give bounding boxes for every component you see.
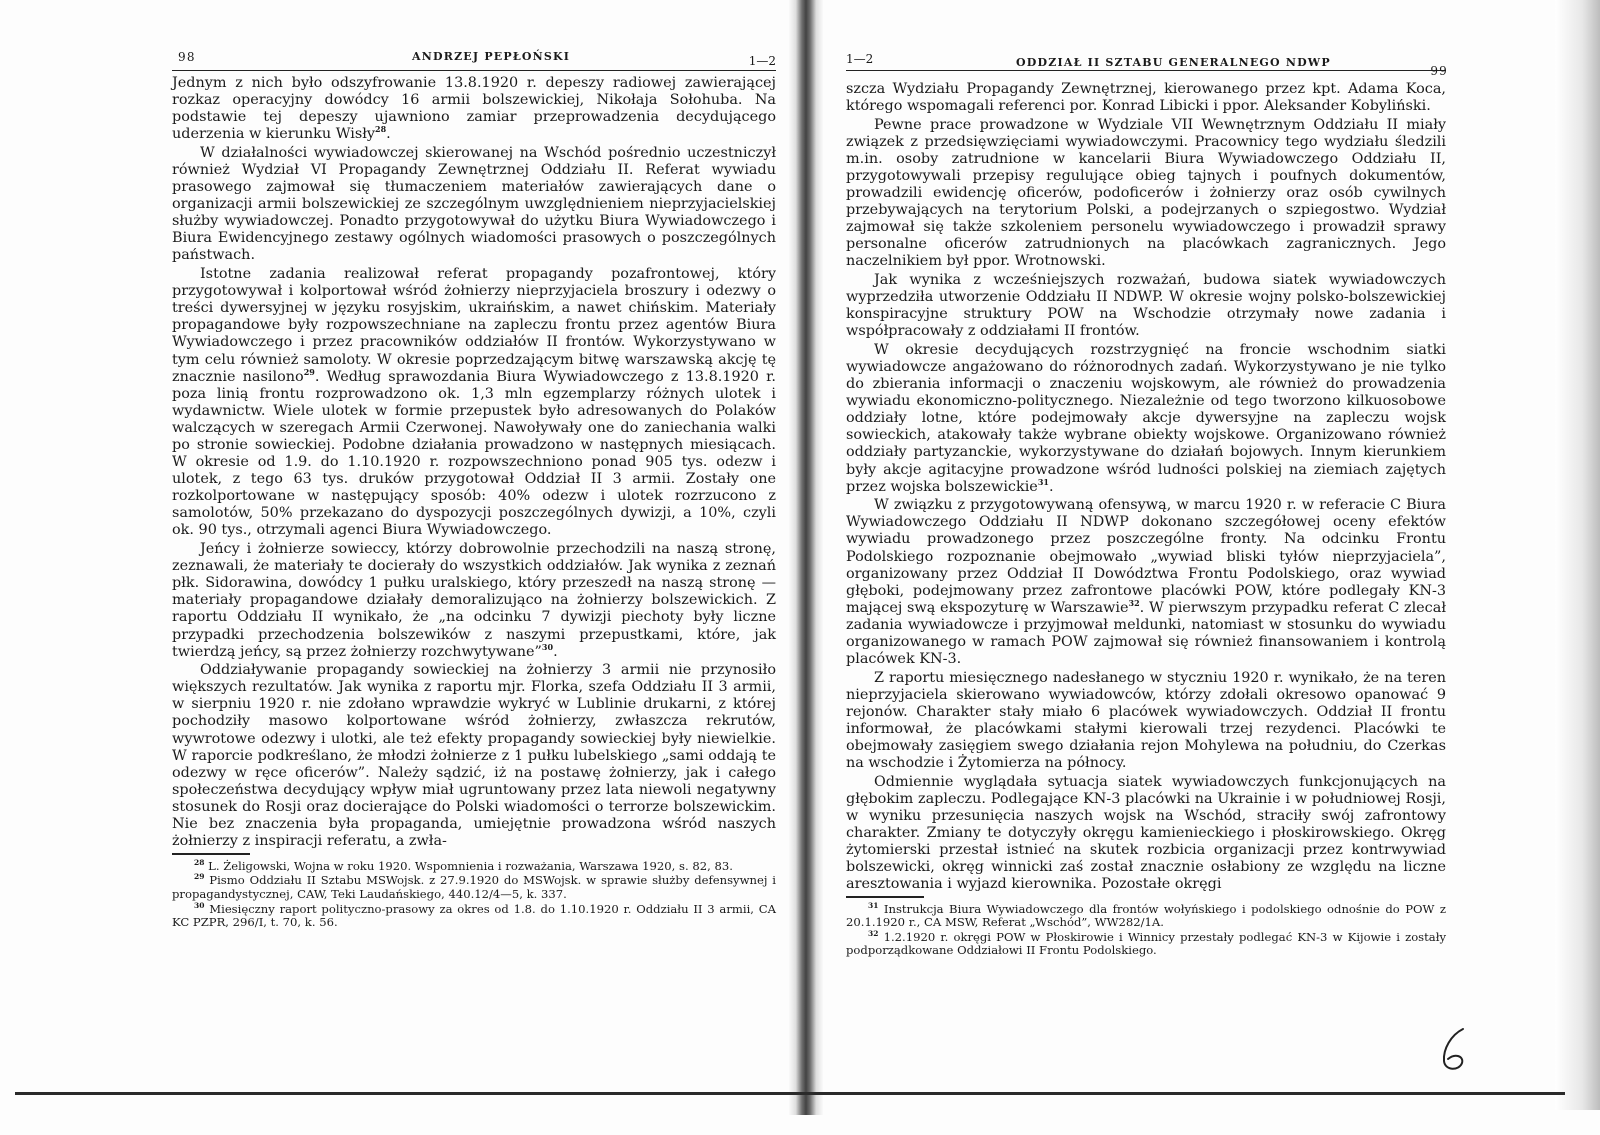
footnote: $^{29}$ Pismo Oddziału II Sztabu MSWojsk. z 27.9.1920 do MSWojsk. w sprawie służby defensywnej i propagandystycznej, CAW, Teki Laudańskiego, 440.12/4—5, k. 337. — [172, 872, 777, 901]
paragraph: Istotne zadania realizował referat propagandy pozafrontowej, który przygotowywał i kolportował wśród żołnierzy nieprzyjaciela broszury i odezwy o treści dywersyjnej w języku rosyjskim, ukraińskim, a nawet chińskim. Materiały propagandowe były rozpowszechniane na zapleczu frontu przez agentów Biura Wywiadowczego i przez pracowników oddziałów II frontów. Wykorzystywano w tym celu również samoloty. W okresie poprzedzającym bitwę warszawską akcję tę znacznie nasilono$^{29}$. Według sprawozdania Biura Wywiadowczego z 13.8.1920 r. poza linią frontu rozprowadzono ok. 1,3 mln egzemplarzy różnych ulotek i wydawnictw. Wiele ulotek w formie przepustek było adresowanych do Polaków walczących w szeregach Armii Czerwonej. Nawoływały one do zaniechania walki po stronie sowieckiej. Podobne działania prowadzono w następnych miesiącach. W okresie od 1.9. do 1.10.1920 r. rozpowszechniono ponad 905 tys. odezw i ulotek, z tego 63 tys. druków przygotował Oddział II 3 armii. Zostały one rozkolportowane w następujący sposób: 40% odezw i ulotek rozrzucono z samolotów, 50% przekazano do dyspozycji poszczególnych dywizji, a 10%, czyli ok. 90 tys., otrzymali agenci Biura Wywiadowczego. — [172, 266, 776, 539]
paragraph: W związku z przygotowywaną ofensywą, w marcu 1920 r. w referacie C Biura Wywiadowczego Oddziału II NDWP dokonano szczegółowej oceny efektów wywiadu prowadzonego przez poszczególne fronty. Na odcinku Frontu Podolskiego rozpoznanie obejmowało „wywiad bliski tyłów nieprzyjaciela”, organizowany przez Oddział II Dowództwa Frontu Podolskiego, oraz wywiad głęboki, podejmowany przez zafrontowe placówki POW, które podlegały KN-3 mającej swą ekspozyturę w Warszawie$^{32}$. W pierwszym przypadku referat C zlecał zadania wywiadowcze i przyjmował meldunki, natomiast w stosunku do wywiadu organizowanego w ramach POW zajmował się również finansowaniem i kontrolą placówek KN-3. — [846, 497, 1446, 668]
paragraph: szcza Wydziału Propagandy Zewnętrznej, kierowanego przez kpt. Adama Koca, którego wspomagali referenci por. Konrad Libicki i ppor. Aleksander Kobyliński. — [846, 81, 1446, 115]
footnote: $^{30}$ Miesięczny raport polityczno-prasowy za okres od 1.8. do 1.10.1920 r. Oddziału II 3 armii, CA KC PZPR, 296/I, t. 70, k. 56. — [172, 900, 776, 929]
section-marker: 1—2 — [846, 52, 874, 66]
left-page — [172, 46, 776, 931]
running-title: ODDZIAŁ II SZTABU GENERALNEGO NDWP — [1016, 56, 1331, 69]
paragraph: Oddziaływanie propagandy sowieckiej na żołnierzy 3 armii nie przynosiło większych rezultatów. Jak wynika z raportu mjr. Florka, szefa Oddziału II 3 armii, w sierpniu 1920 r. nie zdołano wprawdzie wykryć w Lublinie drukarni, z której pochodziły masowo kolportowane wśród żołnierzy, zwłaszcza rekrutów, wywrotowe odezwy i ulotki, ale też efekty propagandy sowieckiej były niewielkie. W raporcie podkreślano, że młodzi żołnierze z 1 pułku lubelskiego „sami oddają te odezwy w ręce oficerów”. Należy sądzić, iż na postawę żołnierzy, jak i całego społeczeństwa decydujący wpływ miał ugruntowany przez lata niewoli negatywny stosunek do Rosji oraz docierające do Polski wiadomości o terrorze bolszewickim. Nie bez znaczenia była propaganda, umiejętnie prowadzona wśród naszych żołnierzy z inspiracji referatu, a zwła- — [172, 662, 776, 850]
footnote-rule — [172, 853, 250, 854]
body-text — [172, 75, 776, 850]
handwritten-mark — [1435, 1025, 1475, 1075]
footnotes — [846, 900, 1447, 958]
right-page — [846, 46, 1446, 959]
footnote: $^{31}$ Instrukcja Biura Wywiadowczego dla frontów wołyńskiego i podolskiego odnośnie do POW z 20.1.1920 r., CA MSW, Referat „Wschód”, WW282/1A. — [846, 900, 1447, 930]
footnote-rule — [846, 896, 924, 897]
body-text — [846, 81, 1446, 893]
footnote: $^{28}$ L. Żeligowski, Wojna w roku 1920. Wspomnienia i rozważania, Warszawa 1920, s. 82, 83. — [194, 857, 733, 873]
paragraph: W okresie decydujących rozstrzygnięć na froncie wschodnim siatki wywiadowcze angażowano do różnorodnych zadań. Wykorzystywano je nie tylko do zbierania informacji o znaczeniu wojskowym, ale również do prowadzenia wywiadu ekonomiczno-politycznego. Niezależnie od tego tworzono kilkuosobowe oddziały lotne, które podejmowały akcje dywersyjne na zapleczu wojsk sowieckich, atakowały także wybrane obiekty wojskowe. Organizowano również oddziały partyzanckie, wykorzystywane do działań bojowych. Innym kierunkiem były akcje agitacyjne prowadzone wśród ludności polskiej na ziemiach zajętych przez wojska bolszewickie$^{31}$. — [846, 341, 1446, 495]
paragraph: Jak wynika z wcześniejszych rozważań, budowa siatek wywiadowczych wyprzedziła utworzenie Oddziału II NDWP. W okresie wojny polsko-bolszewickiej konspiracyjne struktury POW na Wschodzie otrzymały nowe zadania i współpracowały z oddziałami II frontów. — [846, 272, 1446, 340]
footnote-ref: 30 — [541, 641, 554, 652]
section-marker: 1—2 — [748, 54, 776, 68]
scan-bottom-edge — [15, 1092, 1565, 1095]
footnote-ref: 29 — [303, 366, 315, 377]
paragraph: Jeńcy i żołnierze sowieccy, którzy dobrowolnie przechodzili na naszą stronę, zeznawali, że materiały te docierały do wszystkich oddziałów. Jak wynika z zeznań płk. Sidorawina, dowódcy 1 pułku uralskiego, który przeszedł na naszą stronę — materiały propagandowe działały demoralizująco na żołnierzy bolszewickich. Z raportu Oddziału II wynikało, że „na odcinku 7 dywizji piechoty były liczne przypadki przechodzenia bolszewików z naszymi przepustkami, które, jak twierdzą jeńcy, są przez żołnierzy rozchwytywane”$^{30}$. — [172, 541, 776, 660]
page-number: 99 — [1430, 64, 1448, 78]
paragraph: Odmiennie wyglądała sytuacja siatek wywiadowczych funkcjonujących na głębokim zapleczu. Podlegające KN-3 placówki na Ukrainie i w południowej Rosji, w wyniku przesunięcia naszych wojsk na Wschód, straciły swój zafrontowy charakter. Zmiany te dotyczyły okręgu kamienieckiego i płoskirowskiego. Okręg żytomierski przestał istnieć na skutek rozbicia organizacji przez kontrwywiad bolszewicki, okręg winnicki zaś został znacznie osłabiony ze względu na liczne aresztowania i wyjazd kierownika. Pozostałe okręgi — [846, 773, 1446, 893]
page-number: 98 — [178, 50, 196, 64]
running-header — [172, 46, 776, 71]
paragraph: W działalności wywiadowczej skierowanej na Wschód pośrednio uczestniczył również Wydział VI Propagandy Zewnętrznej Oddziału II. Referat wywiadu prasowego zajmował się tłumaczeniem materiałów zawierających dane o organizacji armii bolszewickiej ze szczególnym uwzględnieniem nieprzyjacielskiej służby wywiadowczej. Ponadto przygotowywał do użytku Biura Wywiadowczego i Biura Ewidencyjnego zestawy ogólnych wiadomości prasowych o poszczególnych państwach. — [172, 144, 776, 264]
footnotes — [172, 857, 777, 929]
running-title: ANDRZEJ PEPŁOŃSKI — [412, 50, 571, 63]
page-edge-shadow — [1555, 0, 1600, 1110]
paragraph: Pewne prace prowadzone w Wydziale VII Wewnętrznym Oddziału II miały związek z przedsięwzięciami wywiadowczymi. Pracownicy tego wydziału śledzili m.in. osoby zatrudnione w kancelarii Biura Wywiadowczego Oddziału II, przygotowywali przepisy regulujące obieg tajnych i poufnych dokumentów, prowadzili ewidencję oficerów, podoficerów i żołnierzy oraz osób cywilnych przebywających na terytorium Polski, a podejrzanych o szpiegostwo. Wydział zajmował się także szkoleniem personelu wywiadowczego i prowadził sprawy personalne oficerów zatrudnionych na placówkach zagranicznych. Jego naczelnikiem był ppor. Wrotnowski. — [846, 116, 1446, 270]
paragraph: Jednym z nich było odszyfrowanie 13.8.1920 r. depeszy radiowej zawierającej rozkaz operacyjny dowódcy 16 armii bolszewickiej, Nikołaja Sołohuba. Na podstawie tej depeszy ujawniono zamiar przeprowadzenia decydującego uderzenia w kierunku Wisły$^{28}$. — [172, 75, 776, 143]
book-spine-shadow — [789, 0, 823, 1115]
paragraph: Z raportu miesięcznego nadesłanego w styczniu 1920 r. wynikało, że na teren nieprzyjaciela skierowano wywiadowców, którzy zdołali okresowo opanować 9 rejonów. Charakter stały miało 6 placówek wywiadowczych. Oddział II frontu informował, że placówkami stałymi kierowali trzej rezydenci. Placówki te obejmowały zasięgiem swego działania rejon Mohylewa na południu, do Czerkas na wschodzie i Żytomierza na północy. — [846, 669, 1446, 772]
footnote: $^{32}$ 1.2.1920 r. okręgi POW w Płoskirowie i Winnicy przestały podlegać KN-3 w Kijowie i zostały podporządkowane Oddziałowi II Frontu Podolskiego. — [846, 929, 1447, 958]
footnote-ref: 31 — [1037, 476, 1049, 487]
footnote-ref: 28 — [375, 124, 387, 135]
running-header — [846, 46, 1448, 78]
footnote-ref: 32 — [1128, 598, 1140, 609]
